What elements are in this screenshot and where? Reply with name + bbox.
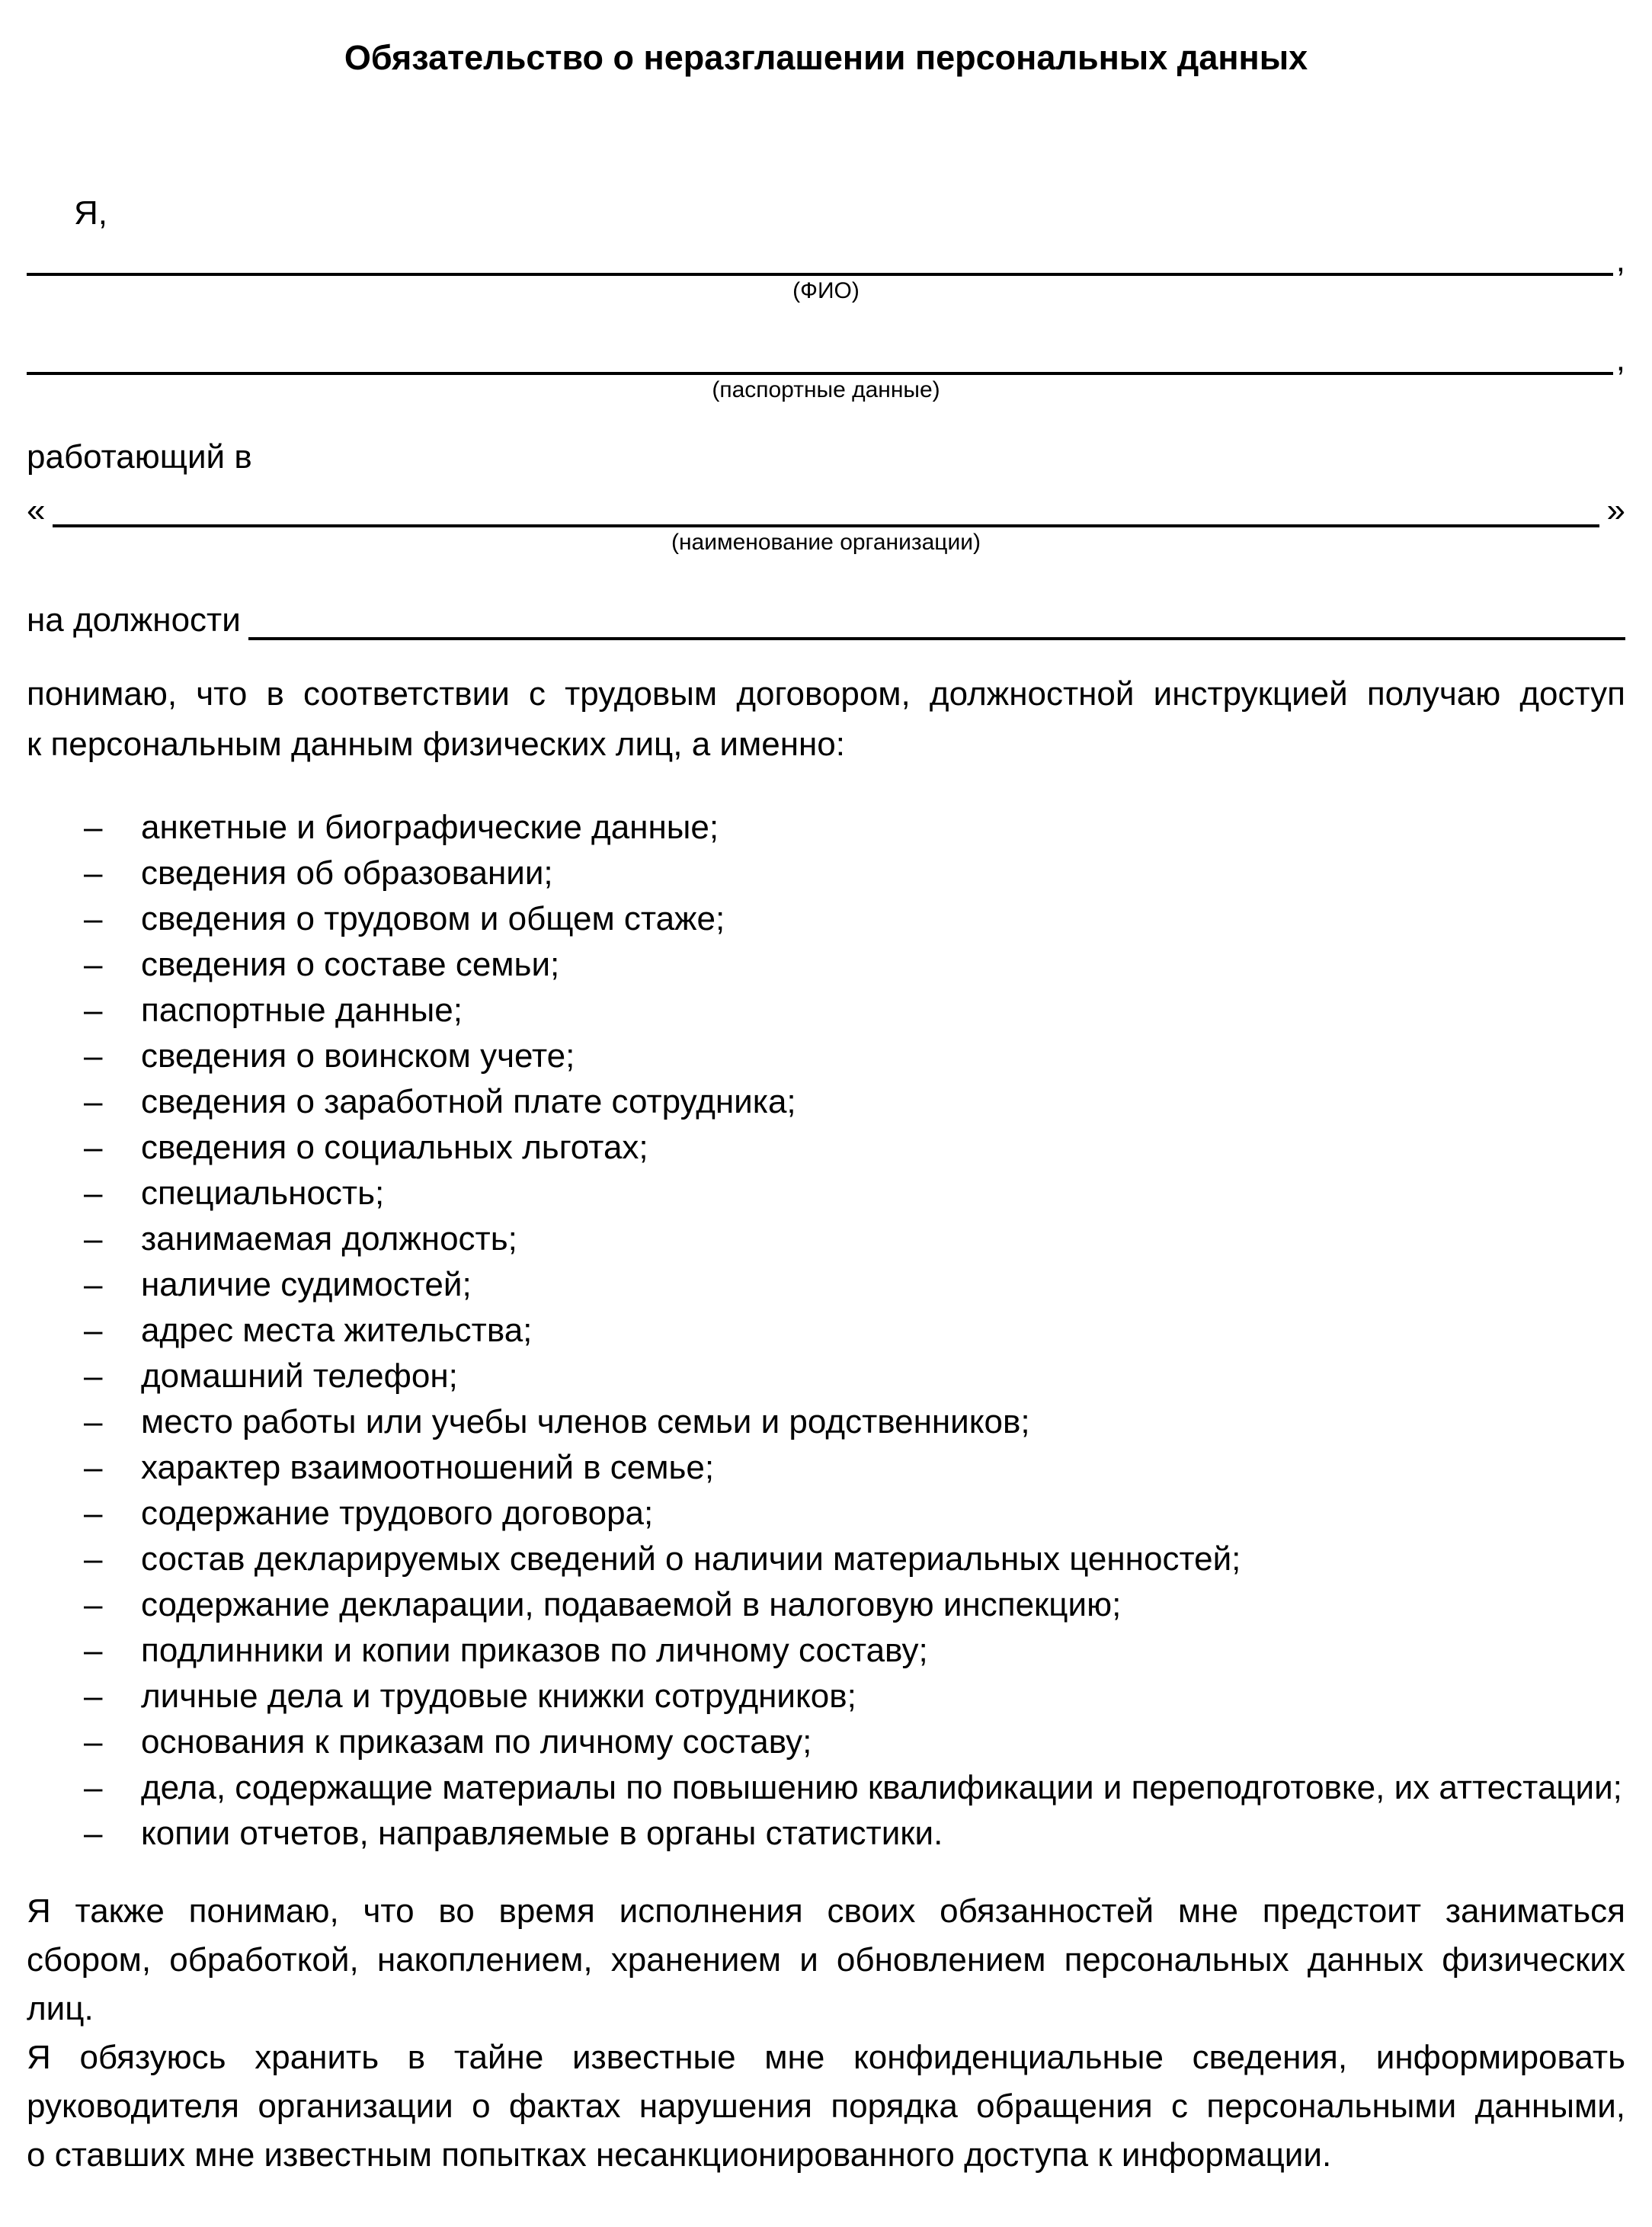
list-item-text: сведения о воинском учете; xyxy=(141,1037,575,1075)
intro-paragraph-line: понимаю, что в соответствии с трудовым договором, должностной инструкцией получаю доступ xyxy=(27,675,1625,713)
pronoun-line: Я, xyxy=(74,194,107,232)
passport-field-row xyxy=(27,334,1625,378)
dash-marker: – xyxy=(84,1632,103,1669)
dash-marker: – xyxy=(84,1769,103,1806)
closing-paragraph-2 xyxy=(27,2033,1625,2180)
dash-marker: – xyxy=(84,1677,103,1715)
position-field-row xyxy=(27,601,1625,640)
list-item-text: домашний телефон; xyxy=(141,1357,458,1395)
closing-paragraph-line: руководителя организации о фактах нарушения порядка обращения с персональными данными, xyxy=(27,2088,1625,2125)
fio-caption: (ФИО) xyxy=(792,278,860,303)
list-item xyxy=(27,1125,1625,1171)
dash-marker: – xyxy=(84,1220,103,1258)
dash-marker: – xyxy=(84,809,103,846)
closing-paragraph-line: Я также понимаю, что во время исполнения своих обязанностей мне предстоит заниматься xyxy=(27,1892,1625,1930)
working-at-line: работающий в xyxy=(27,438,252,476)
list-item xyxy=(27,988,1625,1033)
list-item-text: место работы или учебы членов семьи и родственников; xyxy=(141,1403,1030,1440)
list-item-text: содержание трудового договора; xyxy=(141,1495,654,1532)
dash-marker: – xyxy=(84,946,103,983)
dash-marker: – xyxy=(84,1495,103,1532)
dash-marker: – xyxy=(84,1586,103,1623)
open-quote: « xyxy=(27,492,46,529)
dash-marker: – xyxy=(84,1403,103,1440)
personal-data-list xyxy=(27,805,1625,1857)
organization-blank-line[interactable] xyxy=(53,492,1599,527)
list-item-text: личные дела и трудовые книжки сотрудников; xyxy=(141,1677,856,1715)
list-item-text: дела, содержащие материалы по повышению квалификации и переподготовке, их аттестации; xyxy=(141,1769,1622,1806)
list-item xyxy=(27,805,1625,851)
list-item-text: специальность; xyxy=(141,1174,385,1212)
dash-marker: – xyxy=(84,854,103,892)
document-title: Обязательство о неразглашении персональных данных xyxy=(344,38,1308,77)
list-item-text: сведения об образовании; xyxy=(141,854,553,892)
dash-marker: – xyxy=(84,1312,103,1349)
organization-field-row xyxy=(27,492,1625,527)
fio-trailing-comma: , xyxy=(1615,242,1625,279)
passport-caption: (паспортные данные) xyxy=(712,377,940,402)
dash-marker: – xyxy=(84,1540,103,1578)
closing-paragraph-line: о ставших мне известным попытках несанкционированного доступа к информации. xyxy=(27,2136,1332,2174)
list-item xyxy=(27,1674,1625,1719)
list-item-text: подлинники и копии приказов по личному составу; xyxy=(141,1632,928,1669)
dash-marker: – xyxy=(84,1083,103,1120)
list-item xyxy=(27,1491,1625,1536)
list-item xyxy=(27,851,1625,896)
list-item-text: копии отчетов, направляемые в органы статистики. xyxy=(141,1815,943,1852)
position-blank-line[interactable] xyxy=(248,601,1625,640)
list-item xyxy=(27,1582,1625,1628)
list-item xyxy=(27,1399,1625,1445)
list-item xyxy=(27,1536,1625,1582)
dash-marker: – xyxy=(84,1357,103,1395)
dash-marker: – xyxy=(84,1266,103,1303)
list-item-text: характер взаимоотношений в семье; xyxy=(141,1449,715,1486)
list-item xyxy=(27,1628,1625,1674)
list-item xyxy=(27,1216,1625,1262)
passport-trailing-comma: , xyxy=(1615,341,1625,378)
list-item-text: основания к приказам по личному составу; xyxy=(141,1723,812,1761)
list-item xyxy=(27,1719,1625,1765)
list-item xyxy=(27,1445,1625,1491)
list-item xyxy=(27,1079,1625,1125)
closing-paragraph-1 xyxy=(27,1887,1625,2033)
list-item-text: сведения о социальных льготах; xyxy=(141,1129,648,1166)
list-item-text: анкетные и биографические данные; xyxy=(141,809,719,846)
fio-field-row xyxy=(27,235,1625,279)
closing-paragraph-line: сбором, обработкой, накоплением, хранением и обновлением персональных данных физических xyxy=(27,1941,1625,1979)
dash-marker: – xyxy=(84,900,103,937)
organization-caption: (наименование организации) xyxy=(671,530,981,555)
closing-paragraph-line: Я обязуюсь хранить в тайне известные мне конфиденциальные сведения, информировать xyxy=(27,2039,1625,2076)
dash-marker: – xyxy=(84,992,103,1029)
list-item-text: адрес места жительства; xyxy=(141,1312,533,1349)
list-item-text: паспортные данные; xyxy=(141,992,463,1029)
closing-paragraph-line: лиц. xyxy=(27,1990,94,2027)
dash-marker: – xyxy=(84,1449,103,1486)
list-item-text: содержание декларации, подаваемой в налоговую инспекцию; xyxy=(141,1586,1122,1623)
list-item xyxy=(27,1308,1625,1354)
list-item xyxy=(27,1811,1625,1857)
list-item xyxy=(27,1262,1625,1308)
list-item xyxy=(27,1354,1625,1399)
dash-marker: – xyxy=(84,1723,103,1761)
list-item xyxy=(27,1765,1625,1811)
intro-paragraph xyxy=(27,669,1625,770)
list-item-text: сведения о составе семьи; xyxy=(141,946,560,983)
intro-paragraph-line: к персональным данным физических лиц, а именно: xyxy=(27,726,845,763)
dash-marker: – xyxy=(84,1174,103,1212)
list-item-text: сведения о трудовом и общем стаже; xyxy=(141,900,725,937)
list-item xyxy=(27,896,1625,942)
dash-marker: – xyxy=(84,1815,103,1852)
close-quote: » xyxy=(1606,492,1625,529)
position-label: на должности xyxy=(27,601,241,639)
fio-blank-line[interactable] xyxy=(27,235,1613,276)
list-item-text: состав декларируемых сведений о наличии материальных ценностей; xyxy=(141,1540,1241,1578)
list-item xyxy=(27,1033,1625,1079)
list-item-text: сведения о заработной плате сотрудника; xyxy=(141,1083,796,1120)
list-item-text: наличие судимостей; xyxy=(141,1266,472,1303)
list-item xyxy=(27,1171,1625,1216)
list-item-text: занимаемая должность; xyxy=(141,1220,517,1258)
list-item xyxy=(27,942,1625,988)
dash-marker: – xyxy=(84,1129,103,1166)
passport-blank-line[interactable] xyxy=(27,334,1613,375)
dash-marker: – xyxy=(84,1037,103,1075)
